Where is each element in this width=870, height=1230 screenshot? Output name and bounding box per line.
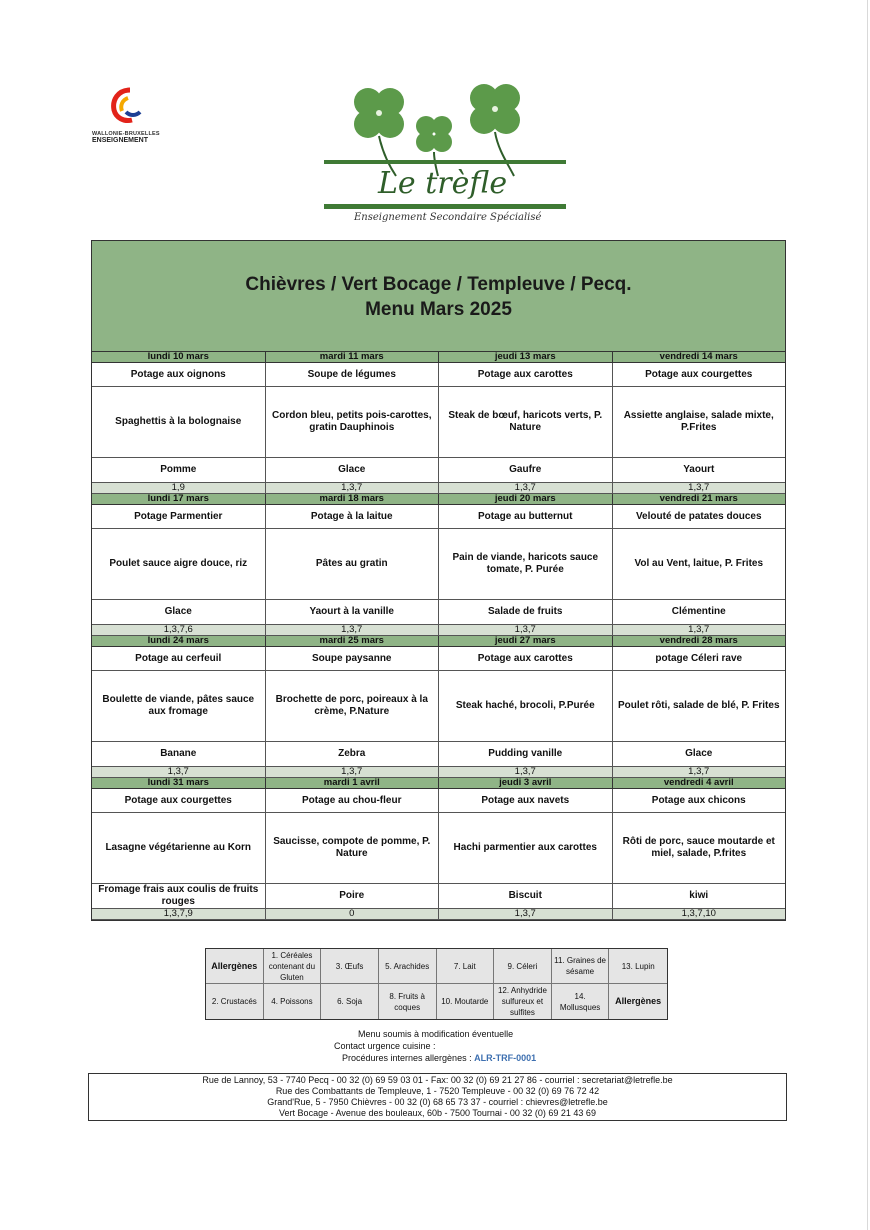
dessert-cell: Gaufre	[439, 458, 613, 483]
day-header: vendredi 14 mars	[613, 352, 786, 363]
legend-cell: 10. Moutarde	[437, 984, 495, 1019]
wb-logo-line2: ENSEIGNEMENT	[92, 137, 149, 144]
day-header: vendredi 4 avril	[613, 778, 786, 789]
days-row	[92, 494, 785, 505]
allergen-cell: 1,3,7	[613, 625, 786, 636]
trefle-subtitle: Enseignement Secondaire Spécialisé	[354, 212, 542, 223]
note-procedures	[300, 1052, 600, 1064]
legend-cell: 12. Anhydride sulfureux et sulfites	[494, 984, 552, 1019]
mains-row	[92, 387, 785, 458]
note-modification: Menu soumis à modification éventuelle	[358, 1029, 514, 1039]
legend-cell: 7. Lait	[437, 949, 495, 984]
notes	[300, 1028, 600, 1064]
dessert-cell: Pomme	[92, 458, 266, 483]
main-dish-cell: Assiette anglaise, salade mixte, P.Frites	[613, 387, 786, 458]
main-dish-cell: Poulet sauce aigre douce, riz	[92, 529, 266, 600]
wb-logo-icon	[106, 86, 146, 126]
allergens-row	[92, 909, 785, 920]
day-header: lundi 10 mars	[92, 352, 266, 363]
dessert-cell: Yaourt à la vanille	[266, 600, 440, 625]
desserts-row	[92, 742, 785, 767]
desserts-row	[92, 884, 785, 909]
soup-cell: potage Céleri rave	[613, 647, 786, 671]
soup-cell: Soupe de légumes	[266, 363, 440, 387]
menu-week	[92, 636, 785, 778]
dessert-cell: Biscuit	[439, 884, 613, 909]
allergen-cell: 1,3,7	[439, 625, 613, 636]
legend-row	[206, 984, 667, 1019]
footer-addresses	[88, 1073, 787, 1121]
main-dish-cell: Brochette de porc, poireaux à la crème, P.Nature	[266, 671, 440, 742]
main-dish-cell: Pâtes au gratin	[266, 529, 440, 600]
soup-cell: Potage au butternut	[439, 505, 613, 529]
allergen-cell: 1,3,7	[613, 767, 786, 778]
legend-cell: 2. Crustacés	[206, 984, 264, 1019]
allergen-cell: 1,3,7,9	[92, 909, 266, 920]
dessert-cell: Poire	[266, 884, 440, 909]
legend-cell: 1. Céréales contenant du Gluten	[264, 949, 322, 984]
day-header: mardi 25 mars	[266, 636, 440, 647]
legend-cell: Allergènes	[615, 996, 662, 1006]
main-dish-cell: Cordon bleu, petits pois-carottes, gratin Dauphinois	[266, 387, 440, 458]
mains-row	[92, 813, 785, 884]
mains-row	[92, 529, 785, 600]
dessert-cell: kiwi	[613, 884, 786, 909]
clover-icon	[318, 80, 568, 230]
dessert-cell: Fromage frais aux coulis de fruits rouges	[92, 884, 266, 909]
menu-header	[91, 240, 786, 352]
legend-cell: 14. Mollusques	[552, 984, 610, 1019]
legend-row	[206, 949, 667, 984]
soup-cell: Potage aux courgettes	[92, 789, 266, 813]
legend-cell: 6. Soja	[321, 984, 379, 1019]
main-dish-cell: Pain de viande, haricots sauce tomate, P. Purée	[439, 529, 613, 600]
dessert-cell: Clémentine	[613, 600, 786, 625]
allergen-cell: 1,3,7	[266, 767, 440, 778]
allergen-cell: 1,3,7	[266, 483, 440, 494]
allergen-cell: 1,3,7	[266, 625, 440, 636]
day-header: vendredi 21 mars	[613, 494, 786, 505]
day-header: lundi 17 mars	[92, 494, 266, 505]
note-contact: Contact urgence cuisine :	[334, 1041, 436, 1051]
soup-cell: Velouté de patates douces	[613, 505, 786, 529]
day-header: jeudi 27 mars	[439, 636, 613, 647]
page-subtitle: Menu Mars 2025	[365, 299, 512, 320]
days-row	[92, 636, 785, 647]
day-header: lundi 24 mars	[92, 636, 266, 647]
soups-row	[92, 647, 785, 671]
day-header: mardi 18 mars	[266, 494, 440, 505]
dessert-cell: Pudding vanille	[439, 742, 613, 767]
note-procedures-label: Procédures internes allergènes :	[342, 1053, 472, 1063]
legend-cell: 11. Graines de sésame	[552, 949, 610, 984]
wb-logo-line1: WALLONIE-BRUXELLES	[92, 131, 160, 137]
allergen-cell: 1,3,7	[92, 767, 266, 778]
allergen-legend	[205, 948, 668, 1020]
wb-enseignement-logo	[92, 86, 162, 145]
legend-cell: 3. Œufs	[321, 949, 379, 984]
day-header: jeudi 20 mars	[439, 494, 613, 505]
menu-week	[92, 494, 785, 636]
main-dish-cell: Spaghettis à la bolognaise	[92, 387, 266, 458]
desserts-row	[92, 600, 785, 625]
footer-line: Vert Bocage - Avenue des bouleaux, 60b - 7500 Tournai - 00 32 (0) 69 21 43 69	[279, 1108, 596, 1118]
allergen-cell: 1,3,7	[439, 909, 613, 920]
allergen-cell: 1,9	[92, 483, 266, 494]
menu-week	[92, 352, 785, 494]
soups-row	[92, 363, 785, 387]
legend-cell: 5. Arachides	[379, 949, 437, 984]
legend-cell: 8. Fruits à coques	[379, 984, 437, 1019]
soup-cell: Potage aux chicons	[613, 789, 786, 813]
day-header: mardi 11 mars	[266, 352, 440, 363]
soup-cell: Potage Parmentier	[92, 505, 266, 529]
allergen-cell: 0	[266, 909, 440, 920]
soups-row	[92, 789, 785, 813]
allergen-cell: 1,3,7	[613, 483, 786, 494]
soup-cell: Soupe paysanne	[266, 647, 440, 671]
procedure-code: ALR-TRF-0001	[474, 1053, 537, 1063]
trefle-logo	[318, 80, 568, 230]
allergen-cell: 1,3,7,10	[613, 909, 786, 920]
trefle-name: Le trèfle	[378, 166, 508, 201]
main-dish-cell: Hachi parmentier aux carottes	[439, 813, 613, 884]
dessert-cell: Glace	[266, 458, 440, 483]
main-dish-cell: Saucisse, compote de pomme, P. Nature	[266, 813, 440, 884]
soup-cell: Potage aux carottes	[439, 647, 613, 671]
allergen-cell: 1,3,7	[439, 483, 613, 494]
soup-cell: Potage au chou-fleur	[266, 789, 440, 813]
main-dish-cell: Rôti de porc, sauce moutarde et miel, salade, P.frites	[613, 813, 786, 884]
day-header: vendredi 28 mars	[613, 636, 786, 647]
day-header: mardi 1 avril	[266, 778, 440, 789]
day-header: jeudi 3 avril	[439, 778, 613, 789]
legend-cell: 4. Poissons	[264, 984, 322, 1019]
dessert-cell: Salade de fruits	[439, 600, 613, 625]
menu-table	[91, 352, 786, 921]
dessert-cell: Glace	[92, 600, 266, 625]
main-dish-cell: Poulet rôti, salade de blé, P. Frites	[613, 671, 786, 742]
dessert-cell: Glace	[613, 742, 786, 767]
menu-week	[92, 778, 785, 920]
days-row	[92, 778, 785, 789]
main-dish-cell: Steak de bœuf, haricots verts, P. Nature	[439, 387, 613, 458]
main-dish-cell: Steak haché, brocoli, P.Purée	[439, 671, 613, 742]
soups-row	[92, 505, 785, 529]
dessert-cell: Zebra	[266, 742, 440, 767]
main-dish-cell: Boulette de viande, pâtes sauce aux fromage	[92, 671, 266, 742]
days-row	[92, 352, 785, 363]
soup-cell: Potage aux oignons	[92, 363, 266, 387]
footer-line: Rue de Lannoy, 53 - 7740 Pecq - 00 32 (0) 69 59 03 01 - Fax: 00 32 (0) 69 21 27 86 - courriel : secretariat@letrefle.be	[202, 1075, 673, 1085]
legend-cell: Allergènes	[206, 949, 264, 984]
page-edge	[867, 0, 868, 1230]
legend-cell: 9. Céleri	[494, 949, 552, 984]
soup-cell: Potage aux courgettes	[613, 363, 786, 387]
soup-cell: Potage aux carottes	[439, 363, 613, 387]
main-dish-cell: Vol au Vent, laitue, P. Frites	[613, 529, 786, 600]
allergen-cell: 1,3,7,6	[92, 625, 266, 636]
soup-cell: Potage à la laitue	[266, 505, 440, 529]
mains-row	[92, 671, 785, 742]
dessert-cell: Banane	[92, 742, 266, 767]
desserts-row	[92, 458, 785, 483]
soup-cell: Potage au cerfeuil	[92, 647, 266, 671]
day-header: jeudi 13 mars	[439, 352, 613, 363]
dessert-cell: Yaourt	[613, 458, 786, 483]
footer-line: Rue des Combattants de Templeuve, 1 - 7520 Templeuve - 00 32 (0) 69 76 72 42	[275, 1086, 600, 1096]
allergen-cell: 1,3,7	[439, 767, 613, 778]
day-header: lundi 31 mars	[92, 778, 266, 789]
legend-cell: 13. Lupin	[609, 949, 667, 984]
footer-line: Grand'Rue, 5 - 7950 Chièvres - 00 32 (0) 68 65 73 37 - courriel : chievres@letrefle.be	[267, 1097, 608, 1107]
main-dish-cell: Lasagne végétarienne au Korn	[92, 813, 266, 884]
soup-cell: Potage aux navets	[439, 789, 613, 813]
page-title: Chièvres / Vert Bocage / Templeuve / Pecq.	[245, 274, 632, 295]
